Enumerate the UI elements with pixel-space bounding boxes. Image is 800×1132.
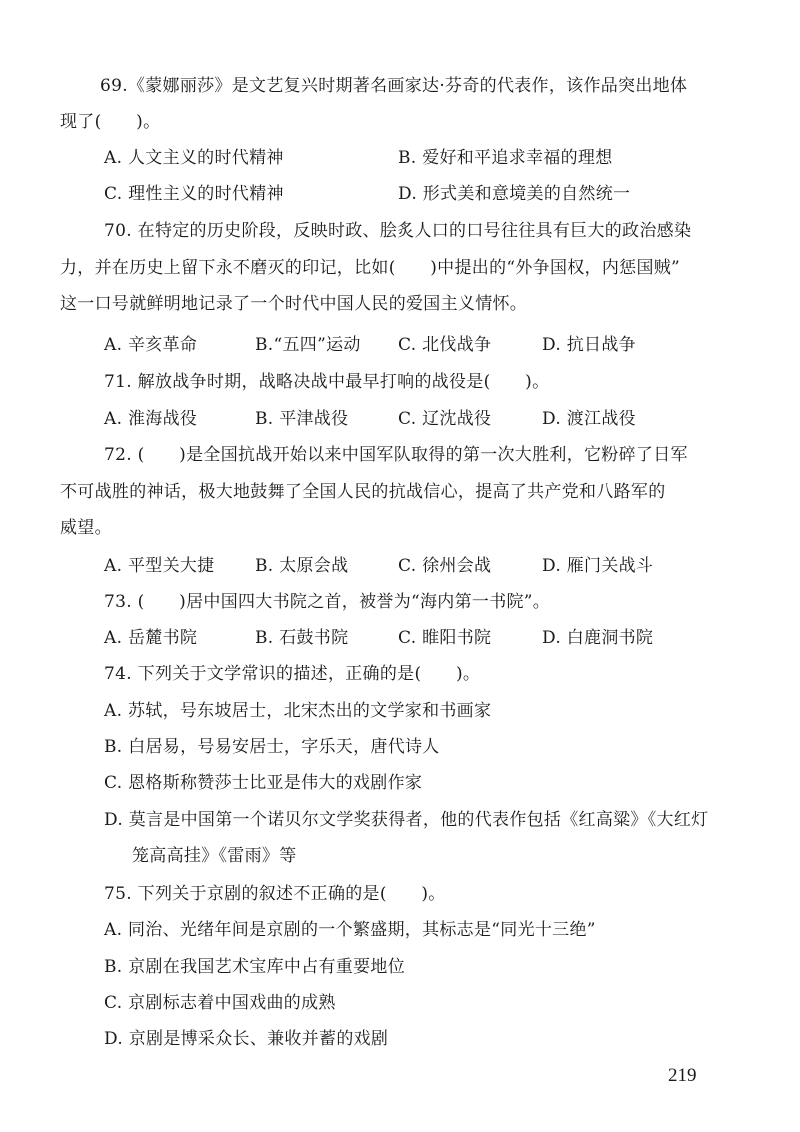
q69-options-row2 [0, 182, 800, 206]
q72-option-c: C. 徐州会战 [398, 556, 492, 576]
q69-stem-line1: 69.《蒙娜丽莎》是文艺复兴时期著名画家达·芬奇的代表作，该作品突出地体 [100, 76, 688, 96]
q75-option-c: C. 京剧标志着中国戏曲的成熟 [104, 993, 336, 1013]
q71-option-c: C. 辽沈战役 [398, 409, 492, 429]
page-number: 219 [668, 1065, 697, 1086]
q74-option-b: B. 白居易，号易安居士，字乐天，唐代诗人 [104, 737, 440, 757]
q73-option-b: B. 石鼓书院 [255, 628, 349, 648]
q70-stem-line1: 70. 在特定的历史阶段，反映时政、脍炙人口的口号往往具有巨大的政治感染 [104, 221, 692, 241]
q74-stem: 74. 下列关于文学常识的描述，正确的是( )。 [104, 664, 481, 684]
q72-option-a: A. 平型关大捷 [104, 556, 215, 576]
q74-option-c: C. 恩格斯称赞莎士比亚是伟大的戏剧作家 [104, 773, 423, 793]
q72-stem-line2: 不可战胜的神话，极大地鼓舞了全国人民的抗战信心，提高了共产党和八路军的 [60, 482, 666, 502]
q75-stem: 75. 下列关于京剧的叙述不正确的是( )。 [104, 884, 446, 904]
q72-option-b: B. 太原会战 [255, 556, 349, 576]
q69-options-row1 [0, 146, 800, 170]
q70-option-d: D. 抗日战争 [542, 335, 636, 355]
q70-stem-line3: 这一口号就鲜明地记录了一个时代中国人民的爱国主义情怀。 [60, 294, 528, 314]
q71-stem: 71. 解放战争时期，战略决战中最早打响的战役是( )。 [104, 372, 550, 392]
q69-stem-line2: 现了( )。 [60, 112, 161, 132]
q75-option-d: D. 京剧是博采众长、兼收并蓄的戏剧 [104, 1029, 389, 1049]
q73-stem: 73. ( )居中国四大书院之首，被誉为“海内第一书院”。 [104, 592, 551, 612]
q72-stem-line1: 72. ( )是全国抗战开始以来中国军队取得的第一次大胜利，它粉碎了日军 [104, 445, 688, 465]
q70-stem-line2: 力，并在历史上留下永不磨灭的印记，比如( )中提出的“外争国权，内惩国贼” [60, 258, 681, 278]
q74-option-d-line2: 笼高高挂》《雷雨》等 [132, 846, 297, 866]
q73-options-row [0, 626, 800, 650]
q72-option-d: D. 雁门关战斗 [542, 556, 654, 576]
q71-option-d: D. 渡江战役 [542, 409, 636, 429]
q71-option-a: A. 淮海战役 [104, 409, 198, 429]
q71-option-b: B. 平津战役 [255, 409, 349, 429]
q74-option-d-line1: D. 莫言是中国第一个诺贝尔文学奖获得者，他的代表作包括《红高粱》《大红灯 [104, 810, 709, 830]
q72-stem-line3: 威望。 [60, 518, 112, 538]
q74-option-a: A. 苏轼，号东坡居士，北宋杰出的文学家和书画家 [104, 701, 492, 721]
q70-option-a: A. 辛亥革命 [104, 335, 198, 355]
q69-option-d: D. 形式美和意境美的自然统一 [398, 184, 631, 204]
q70-option-c: C. 北伐战争 [398, 335, 492, 355]
q72-options-row [0, 554, 800, 578]
q73-option-a: A. 岳麓书院 [104, 628, 198, 648]
q69-option-b: B. 爱好和平追求幸福的理想 [398, 148, 613, 168]
q75-option-b: B. 京剧在我国艺术宝库中占有重要地位 [104, 957, 405, 977]
q75-option-a: A. 同治、光绪年间是京剧的一个繁盛期，其标志是“同光十三绝” [104, 920, 596, 940]
q70-options-row [0, 333, 800, 357]
q70-option-b: B.“五四”运动 [255, 335, 361, 355]
q69-option-c: C. 理性主义的时代精神 [104, 184, 284, 204]
q69-option-a: A. 人文主义的时代精神 [104, 148, 284, 168]
q73-option-d: D. 白鹿洞书院 [542, 628, 654, 648]
q71-options-row [0, 407, 800, 431]
q73-option-c: C. 睢阳书院 [398, 628, 492, 648]
